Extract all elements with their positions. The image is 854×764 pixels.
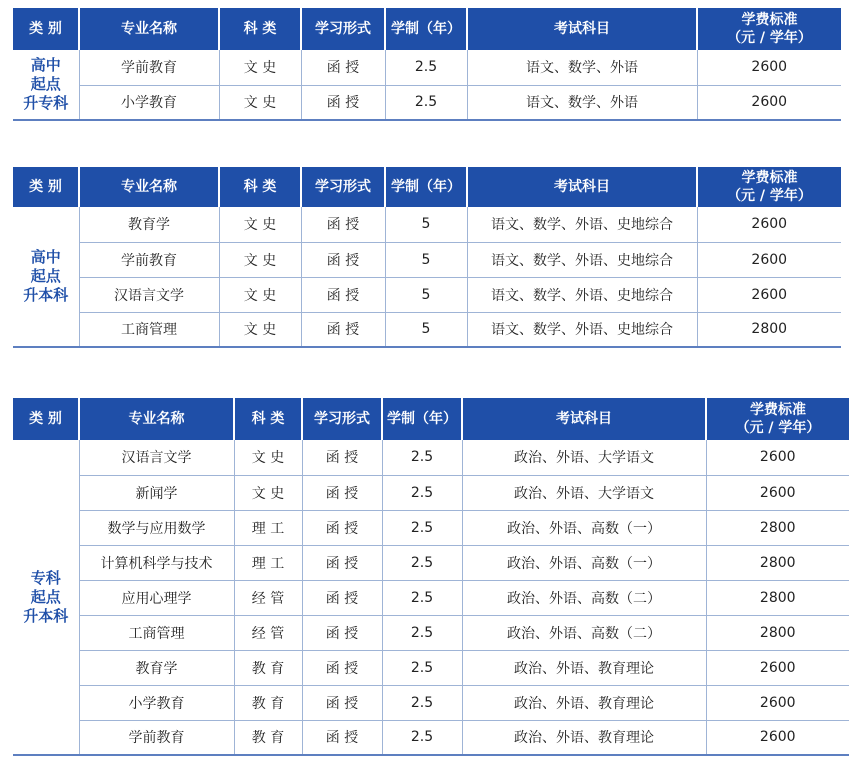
study-form-cell: 函 授 <box>302 475 382 510</box>
table-row <box>13 545 849 580</box>
subject-cell: 文 史 <box>219 85 301 120</box>
subject-cell: 经 管 <box>234 580 302 615</box>
header-category-label: 类 别 <box>29 411 62 427</box>
subject-cell: 文 史 <box>234 440 302 475</box>
header-major-label: 专业名称 <box>128 411 185 427</box>
duration-cell: 2.5 <box>382 580 462 615</box>
duration-cell: 2.5 <box>385 50 467 85</box>
major-cell: 教育学 <box>79 207 219 242</box>
subject-cell: 理 工 <box>234 545 302 580</box>
header-fee-line1: 学费标准 <box>750 402 806 418</box>
fee-cell: 2800 <box>706 510 849 545</box>
category-line: 升本科 <box>23 286 69 304</box>
header-exam-label: 考试科目 <box>554 179 610 195</box>
duration-cell: 5 <box>385 207 467 242</box>
header-fee <box>706 398 849 440</box>
header-fee-line2: （元 / 学年） <box>727 30 812 46</box>
program-table <box>13 167 841 348</box>
header-study-form-label: 学习形式 <box>315 21 371 37</box>
header-exam-label: 考试科目 <box>554 21 610 37</box>
subject-cell: 文 史 <box>234 475 302 510</box>
study-form-cell: 函 授 <box>301 85 385 120</box>
exam-subjects-cell: 政治、外语、教育理论 <box>462 685 706 720</box>
exam-subjects-cell: 语文、数学、外语、史地综合 <box>467 242 697 277</box>
exam-subjects-cell: 语文、数学、外语、史地综合 <box>467 312 697 347</box>
table-row <box>13 277 841 312</box>
major-cell: 教育学 <box>79 650 234 685</box>
header-exam <box>467 167 697 207</box>
header-category-label: 类 别 <box>29 21 62 37</box>
header-duration <box>382 398 462 440</box>
header-subject <box>219 167 301 207</box>
subject-cell: 理 工 <box>234 510 302 545</box>
header-study-form <box>302 398 382 440</box>
duration-cell: 5 <box>385 277 467 312</box>
table-row <box>13 475 849 510</box>
study-form-cell: 函 授 <box>301 50 385 85</box>
fee-cell: 2600 <box>697 207 841 242</box>
study-form-cell: 函 授 <box>301 242 385 277</box>
subject-cell: 文 史 <box>219 277 301 312</box>
subject-cell: 教 育 <box>234 720 302 755</box>
category-line: 起点 <box>30 75 61 93</box>
duration-cell: 2.5 <box>382 545 462 580</box>
header-study-form-label: 学习形式 <box>314 411 370 427</box>
study-form-cell: 函 授 <box>302 720 382 755</box>
duration-cell: 5 <box>385 312 467 347</box>
category-line: 升本科 <box>23 606 69 625</box>
table-row <box>13 85 841 120</box>
duration-cell: 2.5 <box>382 720 462 755</box>
program-table <box>13 398 849 756</box>
fee-cell: 2600 <box>697 85 841 120</box>
header-exam-label: 考试科目 <box>556 411 612 427</box>
header-subject <box>234 398 302 440</box>
header-fee <box>697 167 841 207</box>
duration-cell: 2.5 <box>385 85 467 120</box>
table-row <box>13 440 849 475</box>
header-study-form <box>301 8 385 50</box>
header-fee <box>697 8 841 50</box>
duration-cell: 5 <box>385 242 467 277</box>
major-cell: 小学教育 <box>79 85 219 120</box>
duration-cell: 2.5 <box>382 650 462 685</box>
header-subject-label: 科 类 <box>251 411 285 427</box>
study-form-cell: 函 授 <box>302 615 382 650</box>
category-line: 专科 <box>30 568 61 587</box>
duration-cell: 2.5 <box>382 685 462 720</box>
exam-subjects-cell: 语文、数学、外语 <box>467 50 697 85</box>
major-cell: 应用心理学 <box>79 580 234 615</box>
exam-subjects-cell: 语文、数学、外语 <box>467 85 697 120</box>
major-cell: 汉语言文学 <box>79 277 219 312</box>
table-row <box>13 50 841 85</box>
fee-cell: 2800 <box>706 615 849 650</box>
exam-subjects-cell: 政治、外语、高数（一） <box>462 545 706 580</box>
subject-cell: 文 史 <box>219 242 301 277</box>
header-subject-label: 科 类 <box>243 21 277 37</box>
study-form-cell: 函 授 <box>302 545 382 580</box>
study-form-cell: 函 授 <box>301 277 385 312</box>
category-line: 高中 <box>30 56 61 74</box>
category-line: 升专科 <box>23 94 69 112</box>
exam-subjects-cell: 政治、外语、教育理论 <box>462 720 706 755</box>
major-cell: 学前教育 <box>79 50 219 85</box>
header-fee-line1: 学费标准 <box>741 12 798 28</box>
exam-subjects-cell: 政治、外语、大学语文 <box>462 440 706 475</box>
category-line: 起点 <box>30 267 61 285</box>
header-category-label: 类 别 <box>29 179 62 195</box>
header-category <box>13 167 79 207</box>
header-major <box>79 398 234 440</box>
exam-subjects-cell: 语文、数学、外语、史地综合 <box>467 277 697 312</box>
fee-cell: 2600 <box>706 720 849 755</box>
fee-cell: 2800 <box>706 545 849 580</box>
table-header-row <box>13 398 849 440</box>
exam-subjects-cell: 政治、外语、教育理论 <box>462 650 706 685</box>
category-line: 起点 <box>30 587 61 606</box>
header-subject-label: 科 类 <box>243 179 277 195</box>
category-cell <box>13 50 79 120</box>
study-form-cell: 函 授 <box>301 207 385 242</box>
subject-cell: 文 史 <box>219 312 301 347</box>
header-fee-line2: （元 / 学年） <box>735 420 821 436</box>
header-fee-line1: 学费标准 <box>741 170 798 186</box>
major-cell: 汉语言文学 <box>79 440 234 475</box>
study-form-cell: 函 授 <box>302 440 382 475</box>
table-header-row <box>13 8 841 50</box>
header-study-form <box>301 167 385 207</box>
header-major <box>79 8 219 50</box>
header-duration-label: 学制（年） <box>387 411 457 427</box>
major-cell: 学前教育 <box>79 242 219 277</box>
table-row <box>13 207 841 242</box>
table-row <box>13 650 849 685</box>
header-exam <box>467 8 697 50</box>
study-form-cell: 函 授 <box>301 312 385 347</box>
table-row <box>13 510 849 545</box>
header-major <box>79 167 219 207</box>
header-category <box>13 398 79 440</box>
fee-cell: 2800 <box>697 312 841 347</box>
study-form-cell: 函 授 <box>302 650 382 685</box>
duration-cell: 2.5 <box>382 440 462 475</box>
duration-cell: 2.5 <box>382 510 462 545</box>
table-row <box>13 312 841 347</box>
subject-cell: 教 育 <box>234 650 302 685</box>
header-major-label: 专业名称 <box>121 21 177 37</box>
fee-cell: 2800 <box>706 580 849 615</box>
category-line: 高中 <box>30 248 61 266</box>
fee-cell: 2600 <box>706 440 849 475</box>
study-form-cell: 函 授 <box>302 685 382 720</box>
header-duration-label: 学制（年） <box>391 21 461 37</box>
header-major-label: 专业名称 <box>121 179 177 195</box>
table-row <box>13 580 849 615</box>
header-fee-line2: （元 / 学年） <box>727 188 812 204</box>
program-table <box>13 8 841 121</box>
category-cell <box>13 440 79 755</box>
duration-cell: 2.5 <box>382 475 462 510</box>
table-row <box>13 242 841 277</box>
major-cell: 计算机科学与技术 <box>79 545 234 580</box>
header-duration <box>385 167 467 207</box>
header-category <box>13 8 79 50</box>
study-form-cell: 函 授 <box>302 510 382 545</box>
exam-subjects-cell: 政治、外语、高数（二） <box>462 615 706 650</box>
header-study-form-label: 学习形式 <box>315 179 371 195</box>
fee-cell: 2600 <box>697 277 841 312</box>
exam-subjects-cell: 语文、数学、外语、史地综合 <box>467 207 697 242</box>
fee-cell: 2600 <box>697 50 841 85</box>
table-row <box>13 685 849 720</box>
major-cell: 小学教育 <box>79 685 234 720</box>
subject-cell: 文 史 <box>219 50 301 85</box>
subject-cell: 教 育 <box>234 685 302 720</box>
table-row <box>13 720 849 755</box>
header-exam <box>462 398 706 440</box>
major-cell: 学前教育 <box>79 720 234 755</box>
header-duration-label: 学制（年） <box>391 179 461 195</box>
major-cell: 数学与应用数学 <box>79 510 234 545</box>
major-cell: 工商管理 <box>79 312 219 347</box>
header-subject <box>219 8 301 50</box>
major-cell: 工商管理 <box>79 615 234 650</box>
subject-cell: 经 管 <box>234 615 302 650</box>
table-header-row <box>13 167 841 207</box>
header-duration <box>385 8 467 50</box>
duration-cell: 2.5 <box>382 615 462 650</box>
fee-cell: 2600 <box>706 650 849 685</box>
exam-subjects-cell: 政治、外语、大学语文 <box>462 475 706 510</box>
fee-cell: 2600 <box>706 685 849 720</box>
study-form-cell: 函 授 <box>302 580 382 615</box>
exam-subjects-cell: 政治、外语、高数（一） <box>462 510 706 545</box>
category-cell <box>13 207 79 347</box>
fee-cell: 2600 <box>706 475 849 510</box>
subject-cell: 文 史 <box>219 207 301 242</box>
fee-cell: 2600 <box>697 242 841 277</box>
exam-subjects-cell: 政治、外语、高数（二） <box>462 580 706 615</box>
major-cell: 新闻学 <box>79 475 234 510</box>
table-row <box>13 615 849 650</box>
